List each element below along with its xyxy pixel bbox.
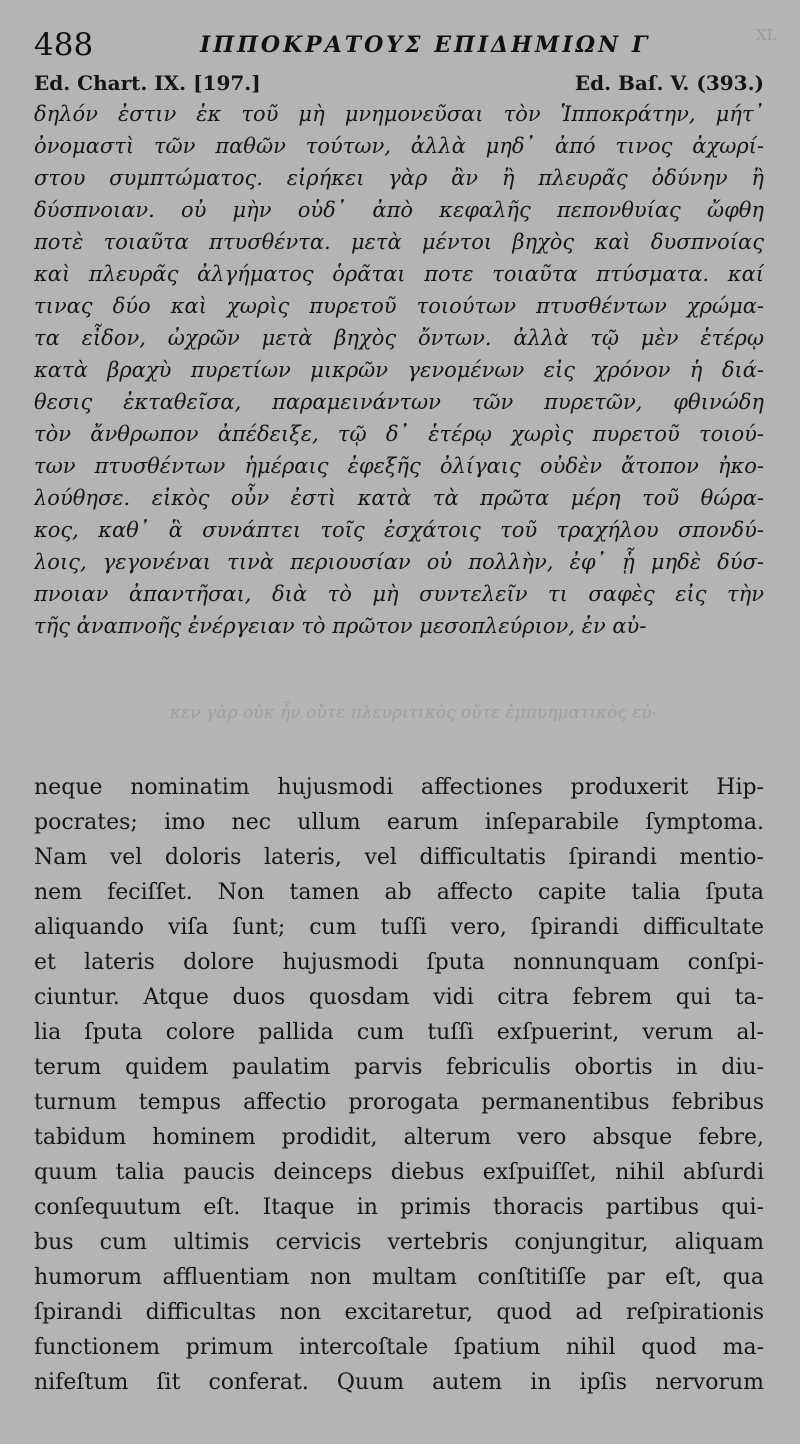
bleed-through-mark: ΧΙ. [756, 26, 778, 44]
greek-text-line: λοις, γεγονέναι τινὰ περιουσίαν οὐ πολλὴν, ἐφ᾽ ᾗ μηδὲ δύσ- [34, 550, 764, 574]
running-title: ΙΠΠΟΚΡΑΤΟΥΣ ΕΠΙΔΗΜΙΩΝ Γ [200, 32, 651, 58]
latin-text-line: aliquando viſa ſunt; cum tuſſi vero, ſpirandi difficultate [34, 915, 764, 940]
latin-text-line: functionem primum intercoſtale ſpatium nihil quod ma- [34, 1335, 764, 1360]
latin-text-line: et lateris dolore hujusmodi ſputa nonnunquam conſpi- [34, 950, 764, 975]
edition-ref-left: Ed. Chart. IX. [197.] [34, 71, 261, 95]
latin-text-line: ſpirandi difficultas non excitaretur, quod ad reſpirationis [34, 1300, 764, 1325]
page-header [0, 26, 800, 64]
latin-text-line: nifeſtum ſit conferat. Quum autem in ipſis nervorum [34, 1370, 764, 1395]
greek-text-line: τῆς ἀναπνοῆς ἐνέργειαν τὸ πρῶτον μεσοπλεύριον, ἐν αὐ- [34, 614, 647, 638]
latin-text-line: nem feciſſet. Non tamen ab affecto capite talia ſputa [34, 880, 764, 905]
latin-text-line: terum quidem paulatim parvis febriculis obortis in diu- [34, 1055, 764, 1080]
latin-text-line: pocrates; imo nec ullum earum inſeparabile ſymptoma. [34, 810, 764, 835]
greek-text-line: τὸν ἄνθρωπον ἀπέδειξε, τῷ δ᾽ ἑτέρῳ χωρὶς πυρετοῦ τοιού- [34, 422, 764, 446]
greek-text-line: των πτυσθέντων ἡμέραις ἐφεξῆς ὀλίγαις οὐδὲν ἄτοπον ἠκο- [34, 454, 764, 478]
greek-text-line: καὶ πλευρᾶς ἀλγήματος ὁρᾶται ποτε τοιαῦτα πτύσματα. καί [34, 262, 764, 286]
latin-text-block [34, 770, 764, 1400]
latin-text-line: bus cum ultimis cervicis vertebris conjungitur, aliquam [34, 1230, 764, 1255]
greek-text-line: κατὰ βραχὺ πυρετίων μικρῶν γενομένων εἰς χρόνον ἡ διά- [34, 358, 764, 382]
greek-text-line: τα εἶδον, ὠχρῶν μετὰ βηχὸς ὄντων. ἀλλὰ τῷ μὲν ἑτέρῳ [34, 326, 764, 350]
greek-text-line: δηλόν ἐστιν ἐκ τοῦ μὴ μνημονεῦσαι τὸν Ἱπποκράτην, μήτ᾽ [34, 102, 764, 126]
edition-ref-right: Ed. Baſ. V. (393.) [574, 71, 764, 95]
greek-text-line: θεσις ἐκταθεῖσα, παραμεινάντων τῶν πυρετῶν, φθινώδη [34, 390, 764, 414]
latin-text-line: tabidum hominem prodidit, alterum vero absque febre, [34, 1125, 764, 1150]
latin-text-line: ciuntur. Atque duos quosdam vidi citra febrem qui ta- [34, 985, 764, 1010]
greek-text-line: κος, καθ᾽ ἃ συνάπτει τοῖς ἐσχάτοις τοῦ τραχήλου σπονδύ- [34, 518, 764, 542]
greek-text-line: στου συμπτώματος. εἰρήκει γὰρ ἂν ἢ πλευρᾶς ὀδύνην ἢ [34, 166, 764, 190]
page-number: 488 [34, 27, 94, 63]
latin-text-line: neque nominatim hujusmodi affectiones produxerit Hip- [34, 775, 764, 800]
greek-text-line: ποτὲ τοιαῦτα πτυσθέντα. μετὰ μέντοι βηχὸς καὶ δυσπνοίας [34, 230, 764, 254]
bleed-through-line: κεν γὰρ οὐκ ἦν οὔτε πλευριτικὸς οὔτε ἐμπυηματικὸς εὐ- [170, 703, 658, 723]
greek-text-line: πνοιαν ἀπαντῆσαι, διὰ τὸ μὴ συντελεῖν τι σαφὲς εἰς τὴν [34, 582, 764, 606]
greek-text-line: τινας δύο καὶ χωρὶς πυρετοῦ τοιούτων πτυσθέντων χρώμα- [34, 294, 764, 318]
latin-text-line: quum talia paucis deinceps diebus exſpuiſſet, nihil abſurdi [34, 1160, 764, 1185]
edition-references [0, 68, 800, 98]
latin-text-line: conſequutum eſt. Itaque in primis thoracis partibus qui- [34, 1195, 764, 1220]
latin-text-line: lia ſputa colore pallida cum tuſſi exſpuerint, verum al- [34, 1020, 764, 1045]
latin-text-line: humorum affluentiam non multam conſtitiſſe par eſt, qua [34, 1265, 764, 1290]
bleed-through-text [170, 698, 780, 758]
latin-text-line: Nam vel doloris lateris, vel difficultatis ſpirandi mentio- [34, 845, 764, 870]
greek-text-block [34, 98, 764, 642]
latin-text-line: turnum tempus affectio prorogata permanentibus febribus [34, 1090, 764, 1115]
greek-text-line: ὀνομαστὶ τῶν παθῶν τούτων, ἀλλὰ μηδ᾽ ἀπό τινος ἀχωρί- [34, 134, 764, 158]
greek-text-line: δύσπνοιαν. οὐ μὴν οὐδ᾽ ἀπὸ κεφαλῆς πεπονθυίας ὤφθη [34, 198, 764, 222]
greek-text-line: λούθησε. εἰκὸς οὖν ἐστὶ κατὰ τὰ πρῶτα μέρη τοῦ θώρα- [34, 486, 764, 510]
